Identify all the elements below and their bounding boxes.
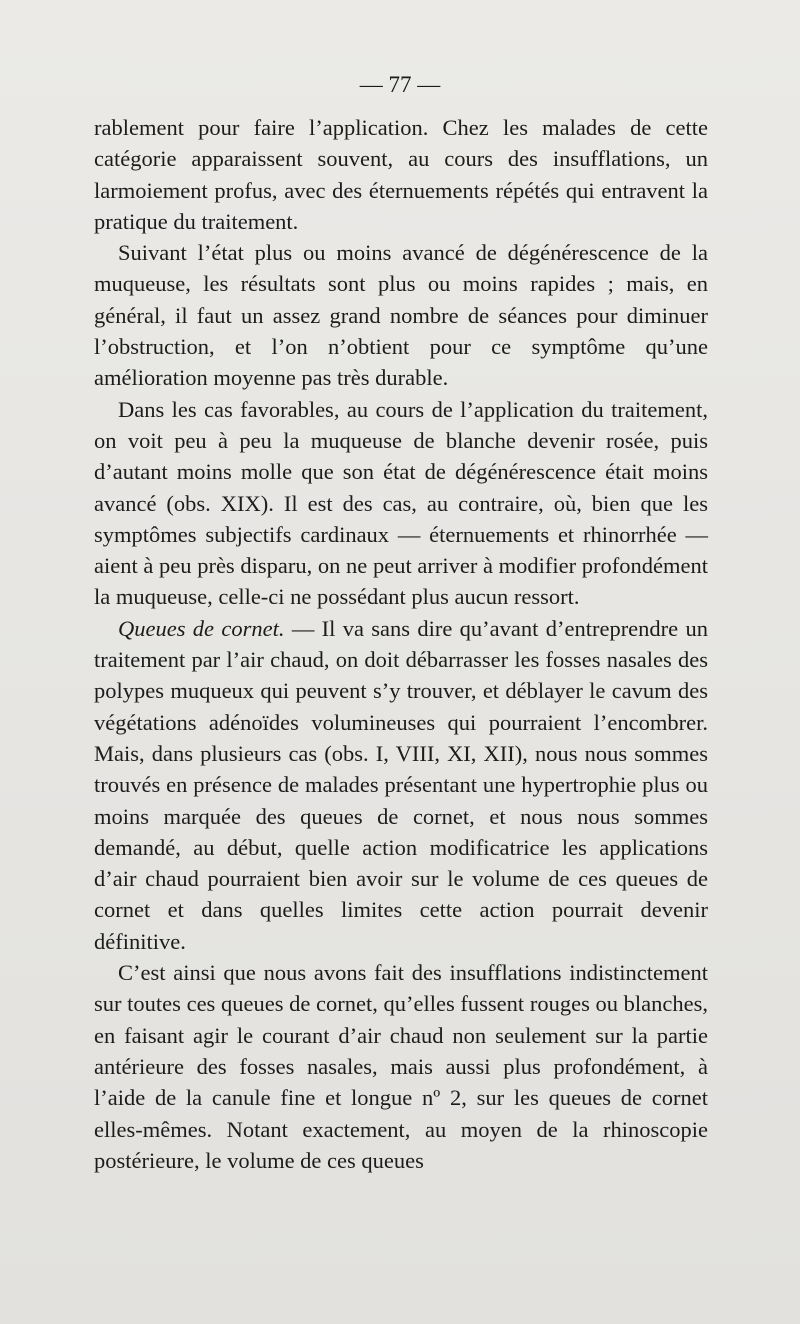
paragraph-4 xyxy=(94,613,708,957)
body-text xyxy=(94,112,708,1176)
paragraph-2: Suivant l’état plus ou moins avancé de dégénérescence de la muqueuse, les résultats sont plus ou moins rapides ; mais, en général, il faut un assez grand nombre de séances pour diminuer l’obstruction, et l’on n’obtient pour ce symptôme qu’une amélioration moyenne pas très durable. xyxy=(94,240,708,391)
paragraph-3: Dans les cas favorables, au cours de l’application du traitement, on voit peu à peu la muqueuse de blanche devenir rosée, puis d’autant moins molle que son état de dégénérescence était moins avancé (obs. XIX). Il est des cas, au contraire, où, bien que les symptômes subjectifs cardinaux — éternuements et rhinorrhée — aient à peu près disparu, on ne peut arriver à modifier profondément la muqueuse, celle-ci ne possédant plus aucun ressort. xyxy=(94,396,708,610)
paragraph-1: rablement pour faire l’application. Chez les malades de cette catégorie apparaissent souvent, au cours des insufflations, un larmoiement profus, avec des éternuements répétés qui entravent la pratique du traitement. xyxy=(94,115,708,234)
paragraph-5: C’est ainsi que nous avons fait des insufflations indistinctement sur toutes ces queues de cornet, qu’elles fussent rouges ou blanches, en faisant agir le courant d’air chaud non seulement sur la partie antérieure des fosses nasales, mais aussi plus profondément, à l’aide de la canule fine et longue nº 2, sur les queues de cornet elles-mêmes. Notant exactement, au moyen de la rhinoscopie postérieure, le volume de ces queues xyxy=(94,960,708,1173)
section-heading: Queues de cornet. xyxy=(118,615,285,641)
page-number: — 77 — xyxy=(359,72,441,97)
paragraph-4-text: — Il va sans dire qu’avant d’entreprendre un traitement par l’air chaud, on doit débarrasser les fosses nasales des polypes muqueux qui peuvent s’y trouver, et déblayer le cavum des végétations adénoïdes volumineuses qui pourraient l’encombrer. Mais, dans plusieurs cas (obs. I, VIII, XI, XII), nous nous sommes trouvés en présence de malades présentant une hypertrophie plus ou moins marquée des queues de cornet, et nous nous sommes demandé, au début, quelle action modificatrice les applications d’air chaud pourraient bien avoir sur le volume de ces queues de cornet et dans quelles limites cette action pourrait devenir définitive. xyxy=(94,615,708,954)
